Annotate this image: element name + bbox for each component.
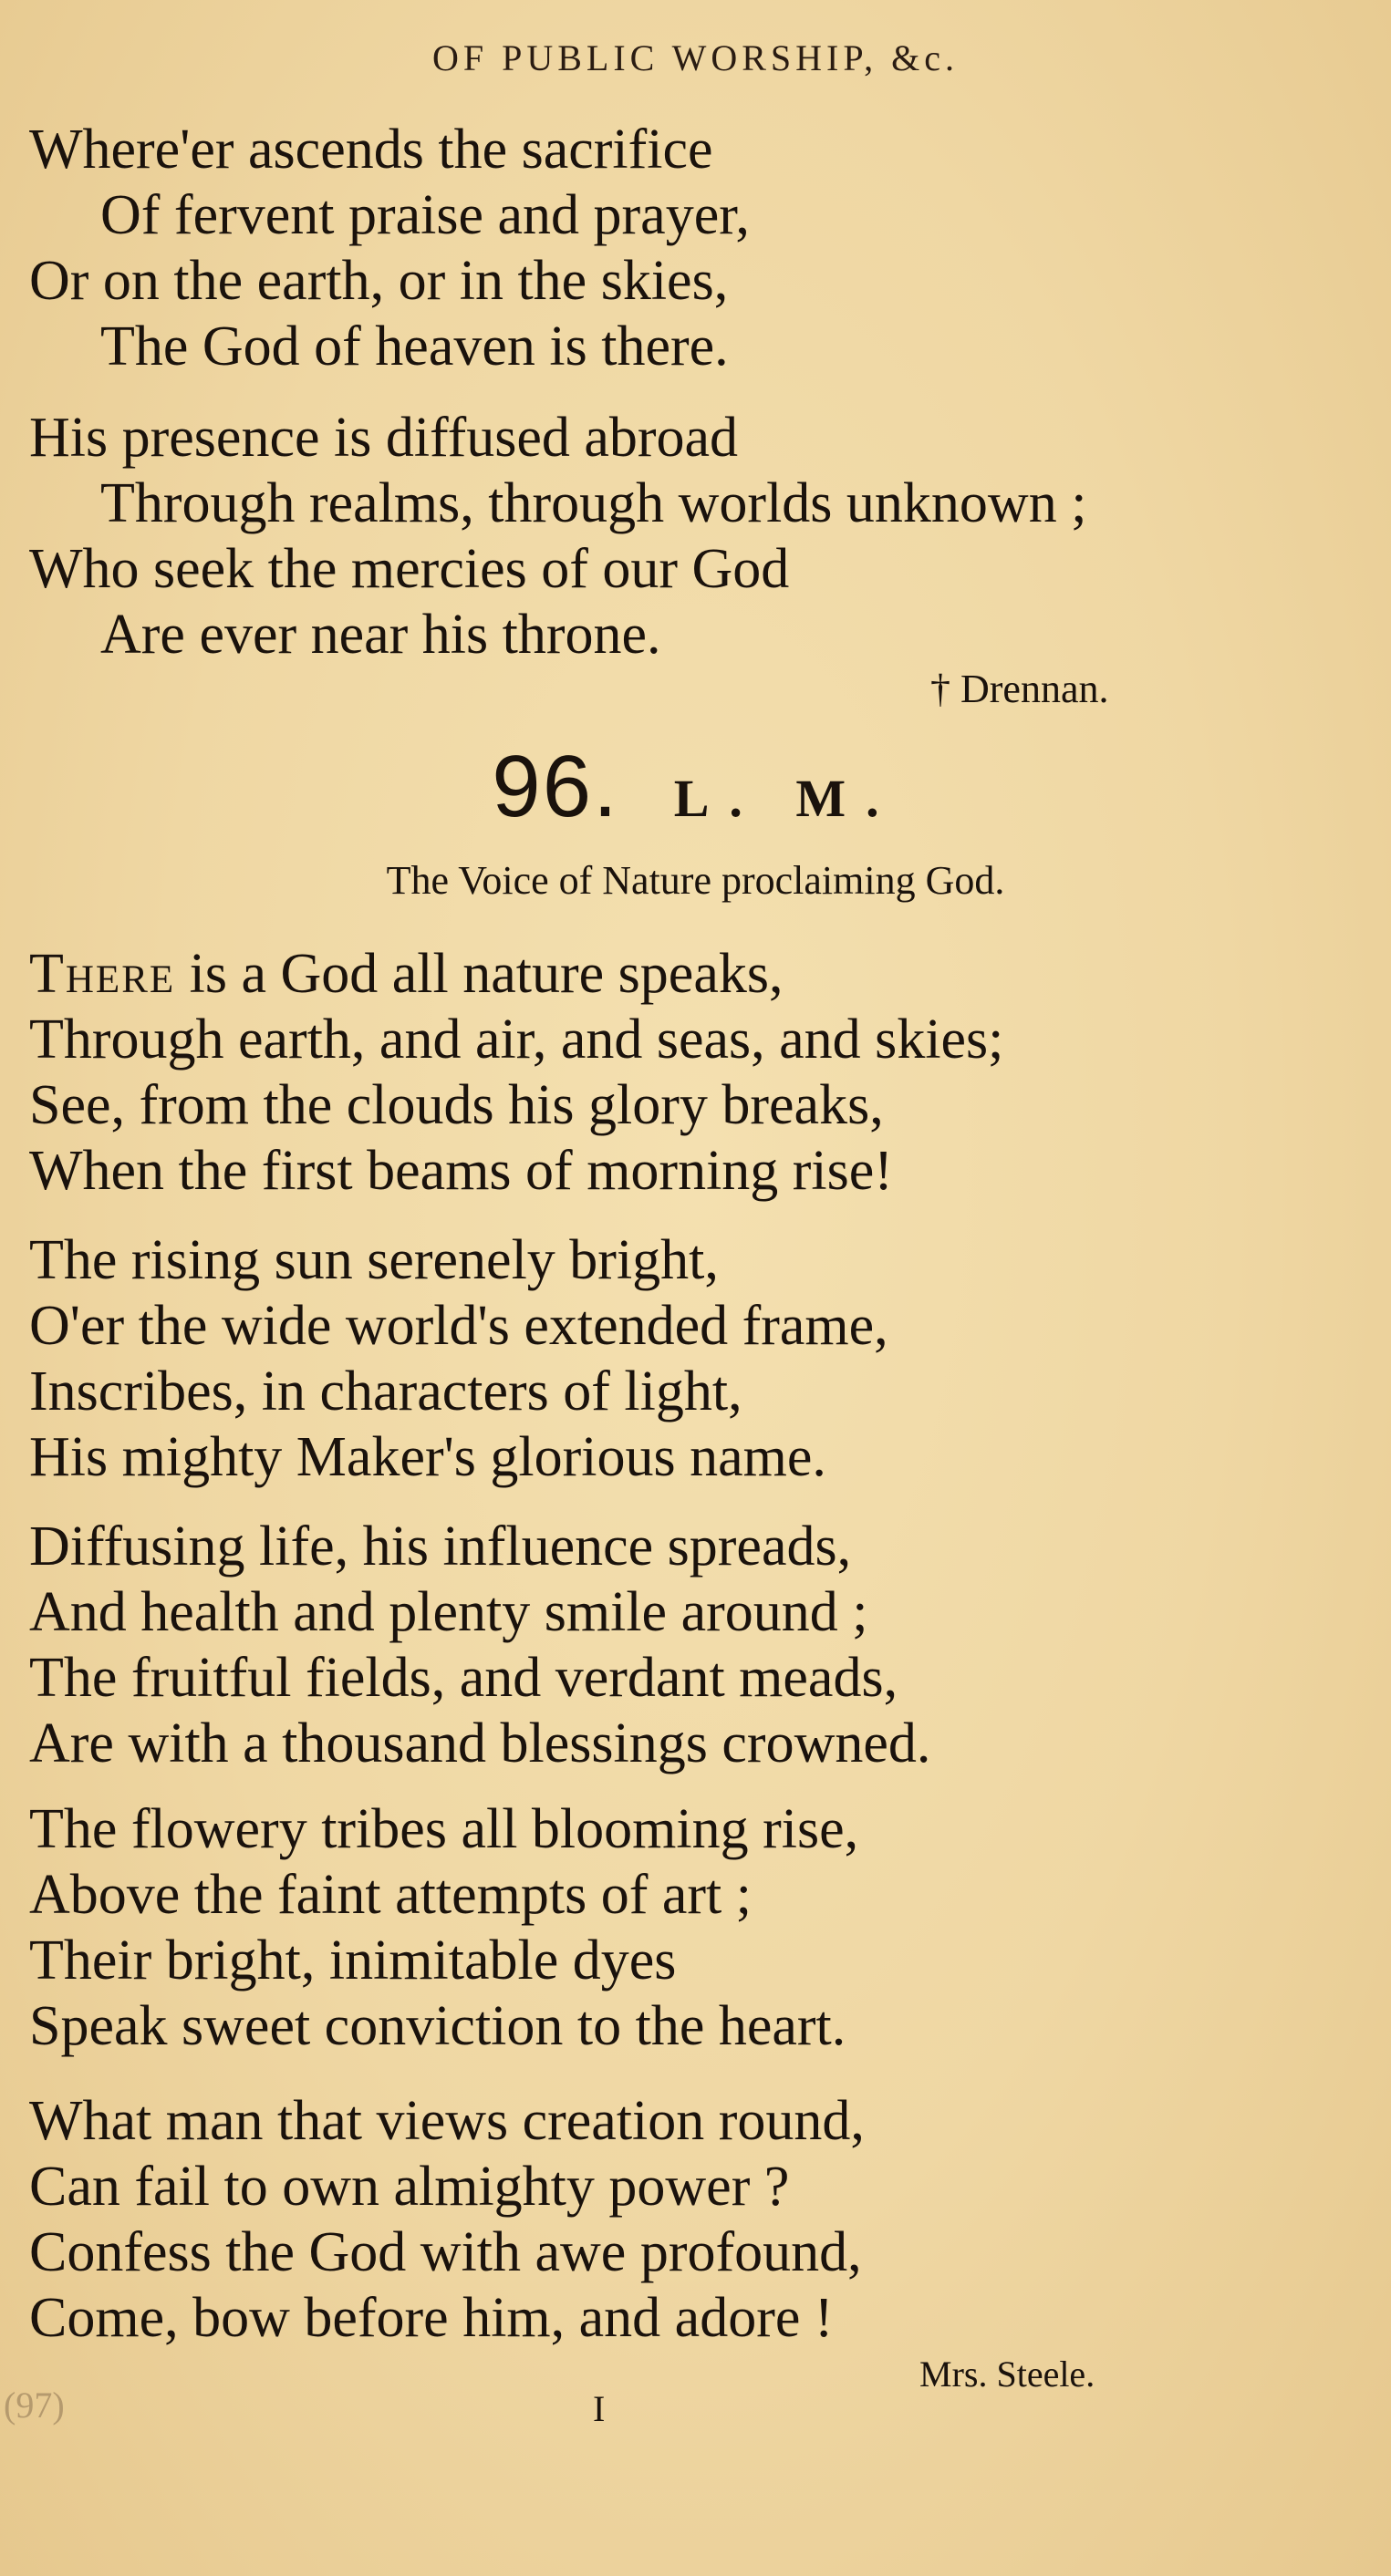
verse-line: His mighty Maker's glorious name. bbox=[29, 1426, 826, 1488]
hymn-meter: L. M. bbox=[673, 769, 899, 828]
verse-line: His presence is diffused abroad bbox=[29, 407, 739, 469]
verse-line: Through realms, through worlds unknown ; bbox=[100, 472, 1087, 534]
verse-line: Can fail to own almighty power ? bbox=[29, 2156, 790, 2218]
verse-line: Are with a thousand blessings crowned. bbox=[29, 1712, 931, 1774]
hymn-subtitle: The Voice of Nature proclaiming God. bbox=[386, 858, 1005, 903]
verse-line: Speak sweet conviction to the heart. bbox=[29, 1995, 846, 2057]
verse-line: Come, bow before him, and adore ! bbox=[29, 2287, 834, 2349]
verse-line: The fruitful fields, and verdant meads, bbox=[29, 1647, 898, 1709]
verse-line: Are ever near his throne. bbox=[100, 604, 661, 666]
verse-line: Through earth, and air, and seas, and skies; bbox=[29, 1009, 1004, 1071]
attribution-steele: Mrs. Steele. bbox=[919, 2354, 1095, 2395]
verse-line: O'er the wide world's extended frame, bbox=[29, 1295, 888, 1357]
verse-line: What man that views creation round, bbox=[29, 2090, 865, 2152]
verse-line: Inscribes, in characters of light, bbox=[29, 1360, 742, 1422]
hymn-number: 96. bbox=[492, 738, 619, 835]
stanza-top-2 bbox=[29, 405, 1343, 667]
verse-line: Of fervent praise and prayer, bbox=[100, 184, 750, 246]
verse-line: Diffusing life, his influence spreads, bbox=[29, 1516, 852, 1578]
running-head: OF PUBLIC WORSHIP, &c. bbox=[431, 37, 960, 78]
verse-line: And health and plenty smile around ; bbox=[29, 1581, 868, 1643]
verse-line: Above the faint attempts of art ; bbox=[29, 1864, 752, 1926]
verse-line: Where'er ascends the sacrifice bbox=[29, 119, 713, 181]
verse-line: The flowery tribes all blooming rise, bbox=[29, 1798, 859, 1860]
stanza-top-1 bbox=[29, 117, 1343, 379]
verse-line bbox=[29, 941, 1343, 1007]
verse-line: Their bright, inimitable dyes bbox=[29, 1929, 677, 1991]
hymn-stanza-4 bbox=[29, 1796, 1343, 2059]
first-word: There bbox=[29, 943, 176, 1005]
hymn-stanza-2 bbox=[29, 1227, 1343, 1490]
verse-line: When the first beams of morning rise! bbox=[29, 1140, 893, 1202]
verse-line: The rising sun serenely bright, bbox=[29, 1229, 719, 1291]
hymn-stanza-1 bbox=[29, 941, 1343, 1204]
hymn-heading bbox=[0, 737, 1391, 837]
verse-line: Or on the earth, or in the skies, bbox=[29, 250, 729, 312]
hymn-stanza-5 bbox=[29, 2088, 1343, 2351]
verse-line: See, from the clouds his glory breaks, bbox=[29, 1074, 884, 1136]
signature-mark: I bbox=[593, 2388, 606, 2429]
verse-line: Confess the God with awe profound, bbox=[29, 2221, 862, 2283]
hymn-stanza-3 bbox=[29, 1514, 1343, 1776]
page-number: (97) bbox=[4, 2385, 65, 2426]
verse-line: Who seek the mercies of our God bbox=[29, 538, 790, 600]
attribution-drennan: † Drennan. bbox=[930, 667, 1109, 711]
verse-line-rest: is a God all nature speaks, bbox=[189, 943, 784, 1005]
verse-line: The God of heaven is there. bbox=[100, 316, 729, 378]
